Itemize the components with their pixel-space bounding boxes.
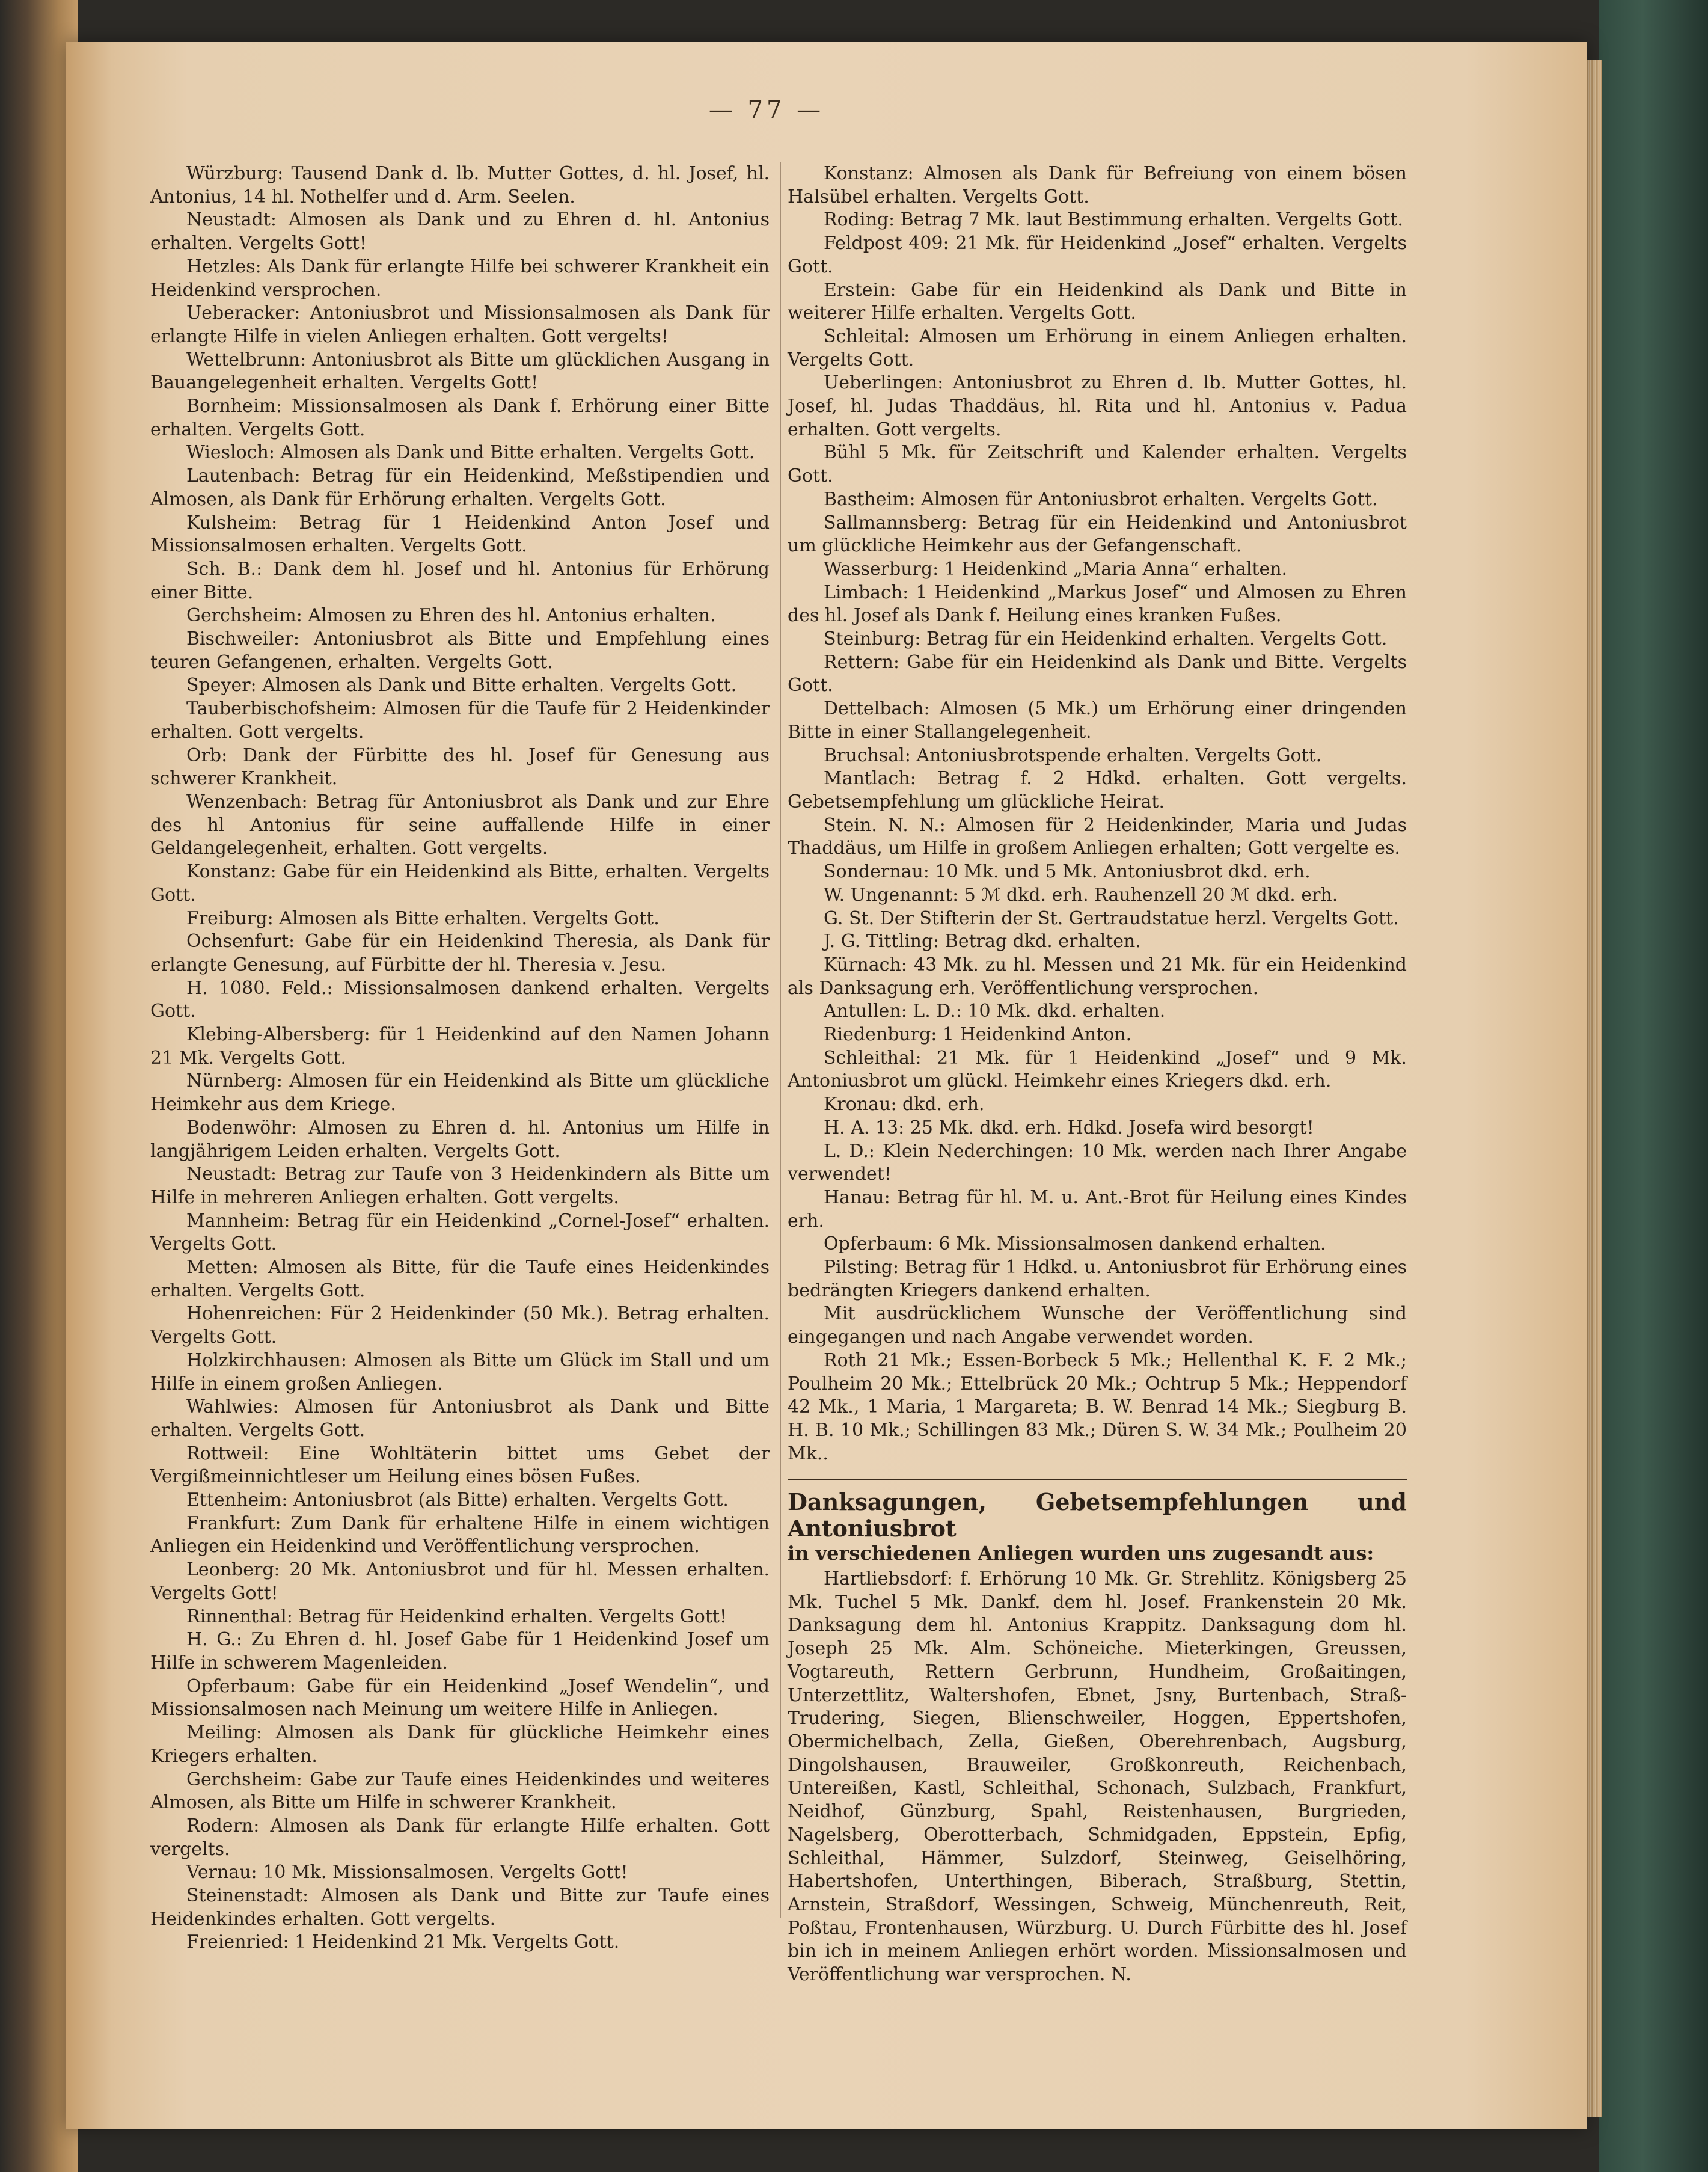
entry: Neustadt: Betrag zur Taufe von 3 Heidenkindern als Bitte um Hilfe in mehreren Anliegen erhalten. Gott vergelts. xyxy=(150,1164,770,1208)
entry: Rottweil: Eine Wohltäterin bittet ums Gebet der Vergißmeinnichtleser um Heilung eines bösen Fußes. xyxy=(150,1443,770,1488)
entry: H. G.: Zu Ehren d. hl. Josef Gabe für 1 Heidenkind Josef um Hilfe in schwerem Magenleiden. xyxy=(150,1629,770,1673)
entry: Wenzenbach: Betrag für Antoniusbrot als Dank und zur Ehre des hl Antonius für seine auffallende Hilfe in einer Geldangelegenheit, erhalten. Gott vergelts. xyxy=(150,791,770,859)
entry: Rinnenthal: Betrag für Heidenkind erhalten. Vergelts Gott! xyxy=(186,1606,727,1627)
entry: Freiburg: Almosen als Bitte erhalten. Vergelts Gott. xyxy=(186,907,660,929)
entry: Rodern: Almosen als Dank für erlangte Hilfe erhalten. Gott vergelts. xyxy=(150,1815,770,1860)
entry: Mannheim: Betrag für ein Heidenkind „Cornel-Josef“ erhalten. Vergelts Gott. xyxy=(150,1210,770,1255)
entry: Schleithal: 21 Mk. für 1 Heidenkind „Josef“ und 9 Mk. Antoniusbrot um glückl. Heimkehr eines Kriegers dkd. erh. xyxy=(788,1047,1407,1092)
entry: Kürnach: 43 Mk. zu hl. Messen und 21 Mk. für ein Heidenkind als Danksagung erh. Veröffentlichung versprochen. xyxy=(788,954,1407,999)
entry: Opferbaum: Gabe für ein Heidenkind „Josef Wendelin“, und Missionsalmosen nach Meinung um weitere Hilfe in Anliegen. xyxy=(150,1675,770,1720)
page-number: — 77 — xyxy=(708,96,825,124)
entry: Dettelbach: Almosen (5 Mk.) um Erhörung einer dringenden Bitte in einer Stallangelegenheit. xyxy=(788,698,1407,743)
entry: Bischweiler: Antoniusbrot als Bitte und Empfehlung eines teuren Gefangenen, erhalten. Vergelts Gott. xyxy=(150,628,770,673)
entry: Holzkirchhausen: Almosen als Bitte um Glück im Stall und um Hilfe in einem großen Anliegen. xyxy=(150,1349,770,1394)
entry: Bühl 5 Mk. für Zeitschrift und Kalender erhalten. Vergelts Gott. xyxy=(788,442,1407,487)
entry: Bodenwöhr: Almosen zu Ehren d. hl. Antonius um Hilfe in langjährigem Leiden erhalten. Vergelts Gott. xyxy=(150,1117,770,1162)
entry: H. A. 13: 25 Mk. dkd. erh. Hdkd. Josefa wird besorgt! xyxy=(824,1117,1314,1138)
entry: Sch. B.: Dank dem hl. Josef und hl. Antonius für Erhörung einer Bitte. xyxy=(150,558,770,603)
entry: Pilsting: Betrag für 1 Hdkd. u. Antoniusbrot für Erhörung eines bedrängten Kriegers dankend erhalten. xyxy=(788,1257,1407,1301)
entry: Klebing-Albersberg: für 1 Heidenkind auf den Namen Johann 21 Mk. Vergelts Gott. xyxy=(150,1024,770,1069)
entry: Stein. N. N.: Almosen für 2 Heidenkinder, Maria und Judas Thaddäus, um Hilfe in großem Anliegen erhalten; Gott vergelte es. xyxy=(788,814,1407,859)
entry: Wasserburg: 1 Heidenkind „Maria Anna“ erhalten. xyxy=(824,558,1288,580)
entry: Meiling: Almosen als Dank für glückliche Heimkehr eines Kriegers erhalten. xyxy=(150,1722,770,1767)
section-rule xyxy=(788,1479,1407,1480)
column-divider xyxy=(780,162,781,1918)
entry: Konstanz: Almosen als Dank für Befreiung von einem bösen Halsübel erhalten. Vergelts Gott. xyxy=(788,163,1407,207)
entry: Kronau: dkd. erh. xyxy=(824,1094,985,1115)
entry: Leonberg: 20 Mk. Antoniusbrot und für hl. Messen erhalten. Vergelts Gott! xyxy=(150,1559,770,1604)
right-column xyxy=(788,162,1407,1987)
entry: Hetzles: Als Dank für erlangte Hilfe bei schwerer Krankheit ein Heidenkind versprochen. xyxy=(150,256,770,301)
entry: Neustadt: Almosen als Dank und zu Ehren d. hl. Antonius erhalten. Vergelts Gott! xyxy=(150,209,770,254)
entry: Würzburg: Tausend Dank d. lb. Mutter Gottes, d. hl. Josef, hl. Antonius, 14 hl. Nothelfer und d. Arm. Seelen. xyxy=(150,163,770,207)
entry: Sallmannsberg: Betrag für ein Heidenkind und Antoniusbrot um glückliche Heimkehr aus der Gefangenschaft. xyxy=(788,512,1407,557)
entry: Freienried: 1 Heidenkind 21 Mk. Vergelts Gott. xyxy=(186,1931,620,1953)
entry: Steinburg: Betrag für ein Heidenkind erhalten. Vergelts Gott. xyxy=(824,628,1388,650)
entry: Hanau: Betrag für hl. M. u. Ant.-Brot für Heilung eines Kindes erh. xyxy=(788,1186,1407,1232)
entry: Gerchsheim: Gabe zur Taufe eines Heidenkindes und weiteres Almosen, als Bitte um Hilfe in schwerer Krankheit. xyxy=(150,1769,770,1814)
entry: Metten: Almosen als Bitte, für die Taufe eines Heidenkindes erhalten. Vergelts Gott. xyxy=(150,1257,770,1301)
book-spine xyxy=(1599,0,1708,2172)
entry: Feldpost 409: 21 Mk. für Heidenkind „Josef“ erhalten. Vergelts Gott. xyxy=(788,233,1407,277)
entry: L. D.: Klein Nederchingen: 10 Mk. werden nach Ihrer Angabe verwendet! xyxy=(788,1140,1407,1185)
section-subheading: in verschiedenen Anliegen wurden uns zugesandt aus: xyxy=(788,1542,1374,1565)
entry: W. Ungenannt: 5 ℳ dkd. erh. Rauhenzell 20 ℳ dkd. erh. xyxy=(824,884,1338,906)
entry: Orb: Dank der Fürbitte des hl. Josef für Genesung aus schwerer Krankheit. xyxy=(150,744,770,790)
entry: Rettern: Gabe für ein Heidenkind als Dank und Bitte. Vergelts Gott. xyxy=(788,651,1407,696)
entry: Antullen: L. D.: 10 Mk. dkd. erhalten. xyxy=(824,1001,1166,1022)
section-body: Hartliebsdorf: f. Erhörung 10 Mk. Gr. Strehlitz. Königsberg 25 Mk. Tuchel 5 Mk. Dankf. dem hl. Josef. Frankenstein 20 Mk. Danksagung dem hl. Antonius Krappitz. Danksagung dom hl. Joseph 25 Mk. Alm. Schöneiche. Mieterkingen, Greussen, Vogtareuth, Rettern Gerbrunn, Hundheim, Großaitingen, Unterzettlitz, Waltershofen, Ebnet, Jsny, Burtenbach, Straß-Trudering, Siegen, Blienschweiler, Hoggen, Eppertshofen, Obermichelbach, Zella, Gießen, Oberehrenbach, Augsburg, Dingolshausen, Brauweiler, Großkonreuth, Reichenbach, Untereißen, Kastl, Schleithal, Schonach, Sulzbach, Frankfurt, Neidhof, Günzburg, Spahl, Reistenhausen, Burgrieden, Nagelsberg, Oberotterbach, Schmidgaden, Eppstein, Epfig, Schleithal, Hämmer, Sulzdorf, Steinweg, Geiselhöring, Habertshofen, Unterthingen, Biberach, Straßburg, Stettin, Arnstein, Straßdorf, Wessingen, Schweig, Münchenreuth, Reit, Poßtau, Frontenhausen, Würzburg. U. Durch Fürbitte des hl. Josef bin ich in meinem Anliegen erhört worden. Missionsalmosen und Veröffentlichung war versprochen. N. xyxy=(788,1568,1407,1986)
entry: Mantlach: Betrag f. 2 Hdkd. erhalten. Gott vergelts. Gebetsempfehlung um glückliche Heirat. xyxy=(788,768,1407,812)
entry: G. St. Der Stifterin der St. Gertraudstatue herzl. Vergelts Gott. xyxy=(824,907,1399,929)
entry: Bruchsal: Antoniusbrotspende erhalten. Vergelts Gott. xyxy=(824,744,1322,766)
entry: Bornheim: Missionsalmosen als Dank f. Erhörung einer Bitte erhalten. Vergelts Gott. xyxy=(150,396,770,440)
entry: Tauberbischofsheim: Almosen für die Taufe für 2 Heidenkinder erhalten. Gott vergelts. xyxy=(150,698,770,743)
entry: Gerchsheim: Almosen zu Ehren des hl. Antonius erhalten. xyxy=(186,605,716,627)
entry: Mit ausdrücklichem Wunsche der Veröffentlichung sind eingegangen und nach Angabe verwendet worden. xyxy=(788,1303,1407,1348)
entry: Nürnberg: Almosen für ein Heidenkind als Bitte um glückliche Heimkehr aus dem Kriege. xyxy=(150,1070,770,1115)
entry: H. 1080. Feld.: Missionsalmosen dankend erhalten. Vergelts Gott. xyxy=(150,977,770,1022)
entry: Wettelbrunn: Antoniusbrot als Bitte um glücklichen Ausgang in Bauangelegenheit erhalten. Vergelts Gott! xyxy=(150,349,770,394)
entry: Kulsheim: Betrag für 1 Heidenkind Anton Josef und Missionsalmosen erhalten. Vergelts Gott. xyxy=(150,512,770,557)
entry: Frankfurt: Zum Dank für erhaltene Hilfe in einem wichtigen Anliegen ein Heidenkind und Veröffentlichung versprochen. xyxy=(150,1512,770,1557)
entry: Steinenstadt: Almosen als Dank und Bitte zur Taufe eines Heidenkindes erhalten. Gott vergelts. xyxy=(150,1885,770,1930)
entry: Konstanz: Gabe für ein Heidenkind als Bitte, erhalten. Vergelts Gott. xyxy=(150,861,770,906)
entry: J. G. Tittling: Betrag dkd. erhalten. xyxy=(824,931,1141,953)
entry: Opferbaum: 6 Mk. Missionsalmosen dankend erhalten. xyxy=(824,1233,1326,1255)
entry: Erstein: Gabe für ein Heidenkind als Dank und Bitte in weiterer Hilfe erhalten. Vergelts Gott. xyxy=(788,279,1407,324)
entry: Ettenheim: Antoniusbrot (als Bitte) erhalten. Vergelts Gott. xyxy=(186,1489,729,1511)
entry: Ueberacker: Antoniusbrot und Missionsalmosen als Dank für erlangte Hilfe in vielen Anliegen erhalten. Gott vergelts! xyxy=(150,302,770,347)
entry: Speyer: Almosen als Dank und Bitte erhalten. Vergelts Gott. xyxy=(186,675,737,696)
entry: Roth 21 Mk.; Essen-Borbeck 5 Mk.; Hellenthal K. F. 2 Mk.; Poulheim 20 Mk.; Ettelbrück 20 Mk.; Ochtrup 5 Mk.; Heppendorf 42 Mk., 1 Maria, 1 Margareta; B. W. Benrad 14 Mk.; Siegburg B. H. B. 10 Mk.; Schillingen 83 Mk.; Düren S. W. 34 Mk.; Poulheim 20 Mk.. xyxy=(788,1349,1407,1464)
entry: Wiesloch: Almosen als Dank und Bitte erhalten. Vergelts Gott. xyxy=(186,442,755,464)
entry: Hohenreichen: Für 2 Heidenkinder (50 Mk.). Betrag erhalten. Vergelts Gott. xyxy=(150,1303,770,1348)
entry: Sondernau: 10 Mk. und 5 Mk. Antoniusbrot dkd. erh. xyxy=(824,861,1311,883)
entry: Lautenbach: Betrag für ein Heidenkind, Meßstipendien und Almosen, als Dank für Erhörung erhalten. Vergelts Gott. xyxy=(150,465,770,510)
entry: Ochsenfurt: Gabe für ein Heidenkind Theresia, als Dank für erlangte Genesung, auf Fürbitte der hl. Theresia v. Jesu. xyxy=(150,931,770,975)
entry: Schleital: Almosen um Erhörung in einem Anliegen erhalten. Vergelts Gott. xyxy=(788,325,1407,370)
entry: Vernau: 10 Mk. Missionsalmosen. Vergelts Gott! xyxy=(186,1862,628,1883)
entry: Bastheim: Almosen für Antoniusbrot erhalten. Vergelts Gott. xyxy=(824,488,1378,510)
entry: Ueberlingen: Antoniusbrot zu Ehren d. lb. Mutter Gottes, hl. Josef, hl. Judas Thaddäus, hl. Rita und hl. Antonius v. Padua erhalten. Gott vergelts. xyxy=(788,372,1407,440)
right-column-entries xyxy=(788,162,1407,1465)
entry: Wahlwies: Almosen für Antoniusbrot als Dank und Bitte erhalten. Vergelts Gott. xyxy=(150,1396,770,1441)
entry: Roding: Betrag 7 Mk. laut Bestimmung erhalten. Vergelts Gott. xyxy=(824,209,1403,231)
entry: Limbach: 1 Heidenkind „Markus Josef“ und Almosen zu Ehren des hl. Josef als Dank f. Heilung eines kranken Fußes. xyxy=(788,581,1407,627)
section-heading: Danksagungen, Gebetsempfehlungen und Antoniusbrot xyxy=(788,1488,1407,1542)
left-column xyxy=(150,162,770,1954)
entry: Riedenburg: 1 Heidenkind Anton. xyxy=(824,1024,1132,1046)
